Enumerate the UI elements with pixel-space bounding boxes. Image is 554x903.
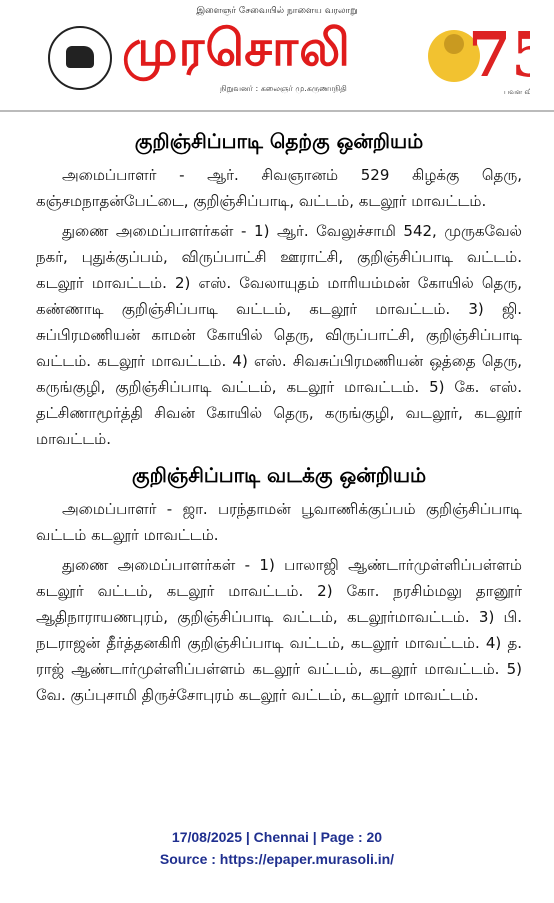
logo-subtitle: நிறுவனர் : கலைஞர் மு.கருணாநிதி <box>220 84 347 93</box>
footer-date-line: 17/08/2025 | Chennai | Page : 20 <box>171 829 383 845</box>
article-body <box>36 118 522 712</box>
page-footer <box>0 826 554 870</box>
anniversary-number: 7 <box>468 18 512 91</box>
deputy-organizers-paragraph-south: துணை அமைப்பாளர்கள் - 1) ஆர். வேலுச்சாமி 542, முருகவேல் நகர், புதுக்குப்பம், விருப்பாட்சி ஊராட்சி, குறிஞ்சிப்பாடி வட்டம். கடலூர் மாவட்டம். 2) எஸ். வேலாயுதம் மாரியம்மன் கோயில் தெரு, கண்ணாடி குறிஞ்சிப்பாடி வட்டம், கடலூர் மாவட்டம். 3) ஜி. சுப்பிரமணியன் காமன் கோயில் தெரு, விருப்பாட்சி, குறிஞ்சிப்பாடி வட்டம். கடலூர் மாவட்டம். 4) எஸ். சிவசுப்பிரமணியன் ஒத்தை தெரு, கருங்குழி, குறிஞ்சிப்பாடி வட்டம், கடலூர் மாவட்டம். 5) கே. எஸ். தட்சிணாமூர்த்தி சிவன் கோயில் தெரு, கருங்குழி, வடலூர், கடலூர் மாவட்டம். <box>36 222 522 448</box>
footer-source-line: Source : https://epaper.murasoli.in/ <box>159 851 395 867</box>
newspaper-logo: முரசொலி <box>122 19 351 77</box>
party-emblem-icon <box>48 26 112 90</box>
masthead-divider <box>0 110 554 112</box>
section-heading-south: குறிஞ்சிப்பாடி தெற்கு ஒன்றியம் <box>134 129 424 153</box>
masthead <box>0 0 554 110</box>
section-heading-north: குறிஞ்சிப்பாடி வடக்கு ஒன்றியம் <box>131 463 427 487</box>
organizer-paragraph-north: அமைப்பாளர் - ஜா. பரந்தாமன் பூவாணிக்குப்பம் குறிஞ்சிப்பாடி வட்டம் கடலூர் மாவட்டம். <box>36 500 522 544</box>
masthead-tagline: இளைஞர் சேவையில் நாளைய வரலாறு <box>196 6 358 16</box>
deputy-organizers-paragraph-north: துணை அமைப்பாளர்கள் - 1) பாலாஜி ஆண்டார்முள்ளிப்பள்ளம் கடலூர் வட்டம், கடலூர் மாவட்டம். 2) கோ. நரசிம்மலு தானூர் ஆதிநாராயணபுரம், குறிஞ்சிப்பாடி வட்டம், கடலூர்மாவட்டம். 3) பி. நடராஜன் தீர்த்தனகிரி குறிஞ்சிப்பாடி வட்டம், கடலூர் மாவட்டம். 4) த. ராஜ் ஆண்டார்முள்ளிப்பள்ளம் கடலூர் வட்டம், கடலூர் மாவட்டம். 5) வே. குப்புசாமி திருச்சோபுரம் கடலூர் வட்டம், கடலூர் மாவட்டம். <box>36 556 522 704</box>
organizer-paragraph-south: அமைப்பாளர் - ஆர். சிவஞானம் 529 கிழக்கு தெரு, கஞ்சமநாதன்பேட்டை, குறிஞ்சிப்பாடி, வட்டம், கடலூர் மாவட்டம். <box>36 166 522 210</box>
anniversary-caption: பவள வி <box>504 88 530 96</box>
anniversary-graphic <box>420 6 530 102</box>
portrait-head-shape <box>444 34 464 54</box>
anniversary-75-icon <box>420 6 530 102</box>
